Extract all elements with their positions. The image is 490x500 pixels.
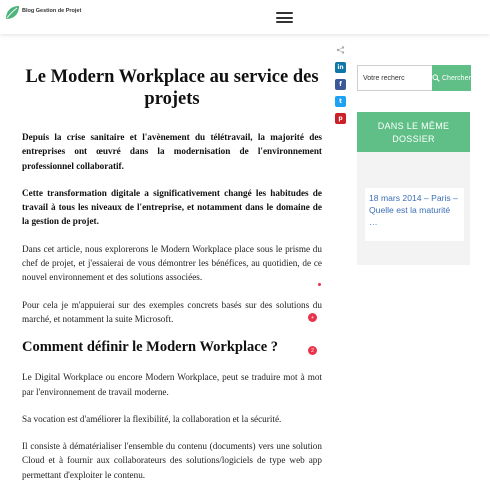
- search-form: [357, 65, 471, 91]
- search-input[interactable]: [357, 65, 432, 91]
- hamburger-bar: [276, 17, 293, 19]
- floating-counter-icon[interactable]: 2: [308, 346, 317, 355]
- top-navbar: [0, 0, 490, 34]
- body-paragraph-4: Sa vocation est d'améliorer la flexibilité, la collaboration et la sécurité.: [22, 413, 282, 424]
- search-button[interactable]: [432, 65, 471, 91]
- section-heading: Comment définir le Modern Workplace ?: [22, 339, 279, 356]
- linkedin-share-button[interactable]: [335, 62, 346, 73]
- related-post-link[interactable]: 18 mars 2014 – Paris – Quelle est la maturité …: [365, 188, 464, 241]
- facebook-icon: f: [339, 81, 342, 88]
- twitter-icon: t: [339, 98, 342, 105]
- hamburger-menu-button[interactable]: [276, 12, 293, 23]
- linkedin-icon: in: [337, 64, 344, 71]
- widget-title: DANS LE MÊME DOSSIER: [357, 112, 470, 152]
- body-paragraph-2: Pour cela je m'appuierai sur des exemples concrets basés sur des solutions du marché, et notamment la suite Microsoft.: [22, 299, 322, 324]
- share-icon: [335, 46, 346, 54]
- twitter-share-button[interactable]: [335, 96, 346, 107]
- facebook-share-button[interactable]: [335, 79, 346, 90]
- search-icon: [432, 74, 440, 82]
- article-title: Le Modern Workplace au service des projets: [25, 67, 319, 109]
- floating-badge-icon[interactable]: +: [308, 313, 317, 322]
- leaf-logo-icon: [4, 5, 20, 21]
- article-content: [22, 66, 322, 482]
- body-paragraph-1: Dans cet article, nous explorerons le Modern Workplace place sous le prisme du chef de projet, et j'essaierai de vous démontrer les bénéfices, au quotidien, de ce nouvel environnement et des solutions associées.: [22, 243, 322, 283]
- hamburger-bar: [276, 21, 293, 23]
- pinterest-share-button[interactable]: [335, 113, 346, 124]
- share-bar: [335, 44, 347, 130]
- related-posts-widget: [357, 112, 470, 265]
- site-logo[interactable]: [4, 5, 81, 21]
- logo-text: Blog Gestion de Projet: [22, 8, 82, 14]
- hamburger-bar: [276, 12, 293, 14]
- lead-paragraph-1: Depuis la crise sanitaire et l'avènement du télétravail, la majorité des entreprises ont œuvré dans la modernisation de l'environnement professionnel collaboratif.: [22, 132, 322, 171]
- pinterest-icon: p: [338, 115, 343, 122]
- floating-indicator-dot: [318, 283, 321, 286]
- body-paragraph-5: Il consiste à dématérialiser l'ensemble du contenu (documents) vers une solution Cloud et à fournir aux collaborateurs des solutions/logiciels de type web app permettant d'exploiter le contenu.: [22, 441, 322, 480]
- body-paragraph-3: Le Digital Workplace ou encore Modern Workplace, peut se traduire mot à mot par l'environnement de travail moderne.: [22, 372, 322, 397]
- search-button-label: Chercher: [442, 74, 471, 82]
- lead-paragraph-2: Cette transformation digitale a significativement changé les habitudes de travail à tous les niveaux de l'entreprise, et notamment dans le domaine de la gestion de projet.: [22, 187, 322, 227]
